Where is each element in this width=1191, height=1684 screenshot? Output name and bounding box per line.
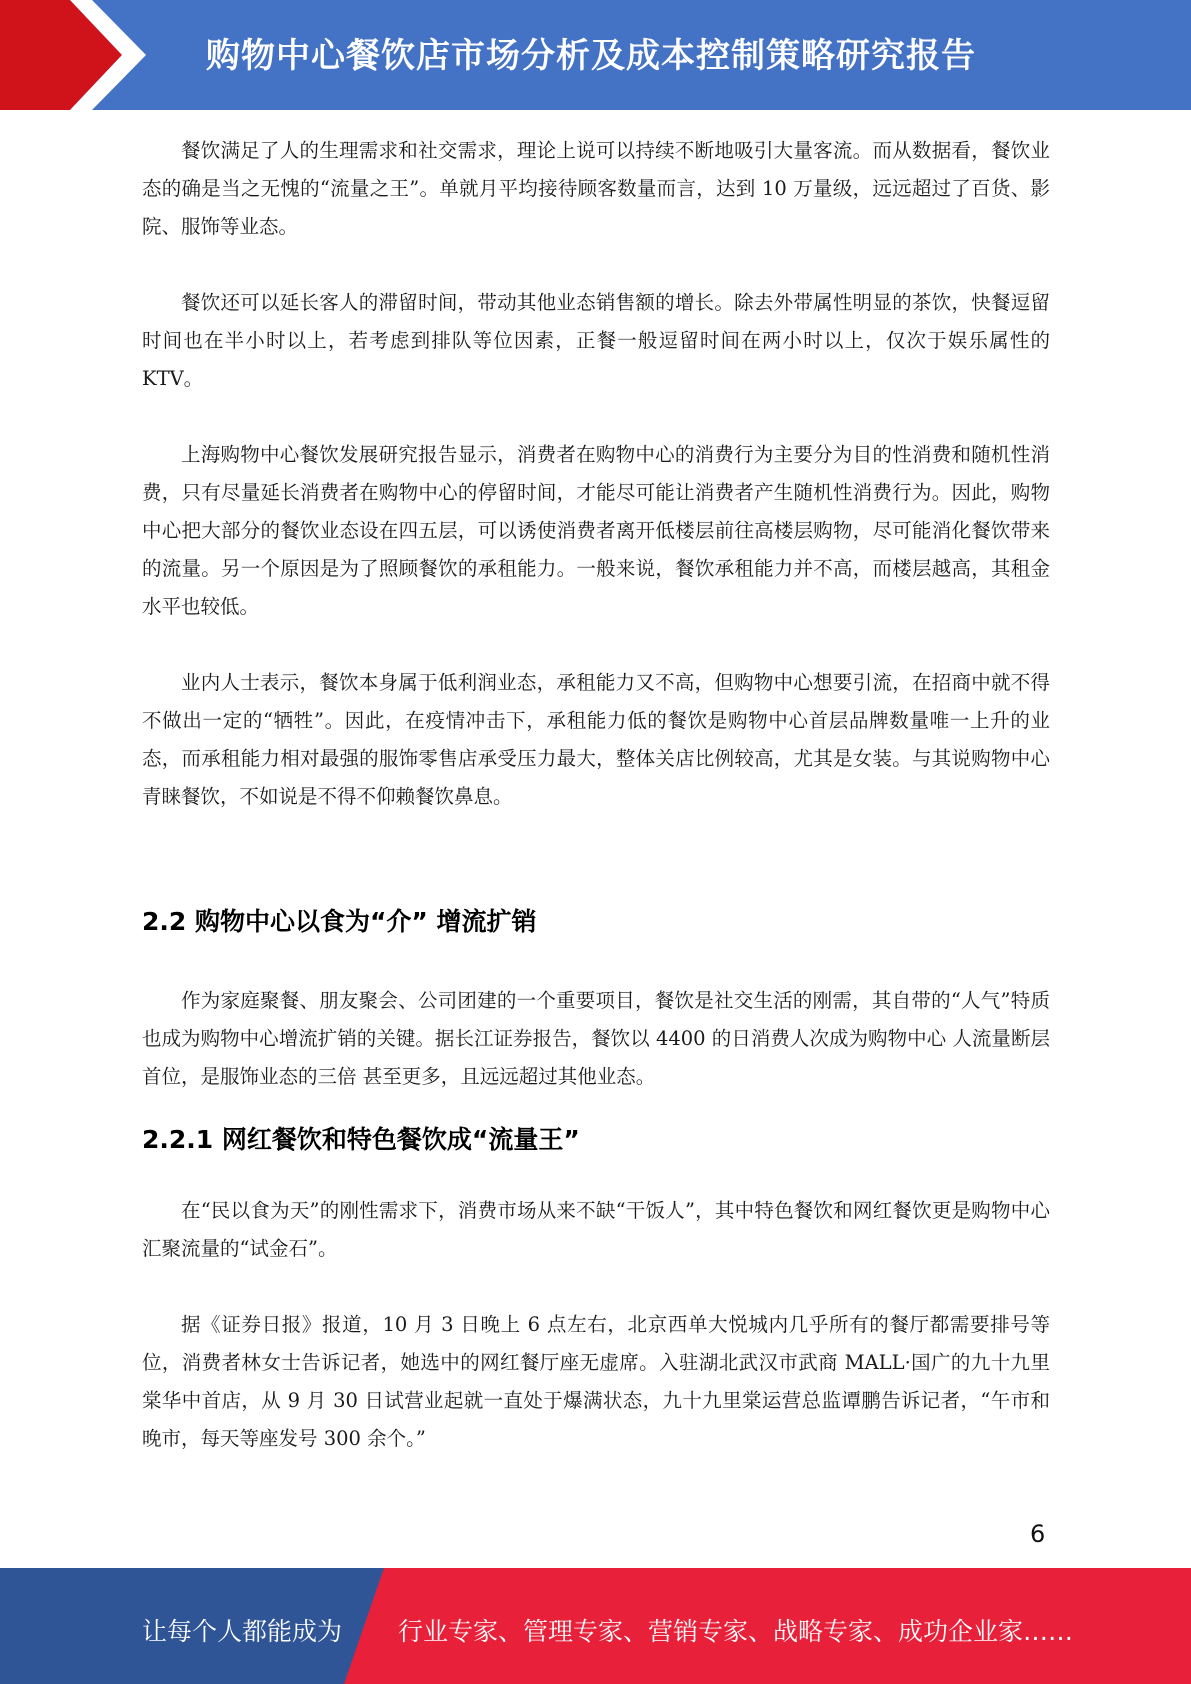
- document-body: [142, 132, 1050, 1458]
- footer-slogan-left: 让每个人都能成为: [142, 1617, 343, 1646]
- paragraph-4: 业内人士表示，餐饮本身属于低利润业态，承租能力又不高，但购物中心想要引流，在招商中就不得不做出一定的“牺牲”。因此，在疫情冲击下，承租能力低的餐饮是购物中心首层品牌数量唯一上升的业态，而承租能力相对最强的服饰零售店承受压力最大，整体关店比例较高，尤其是女装。与其说购物中心青睐餐饮，不如说是不得不仰赖餐饮鼻息。: [142, 671, 1050, 808]
- paragraph-2: 餐饮还可以延长客人的滞留时间，带动其他业态销售额的增长。除去外带属性明显的茶饮，快餐逗留时间也在半小时以上，若考虑到排队等位因素，正餐一般逗留时间在两小时以上，仅次于娱乐属性的 KTV。: [142, 291, 1050, 390]
- section-2-2-paragraph: 作为家庭聚餐、朋友聚会、公司团建的一个重要项目，餐饮是社交生活的刚需，其自带的“人气”特质也成为购物中心增流扩销的关键。据长江证券报告，餐饮以 4400 的日消费人次成为购物中心 人流量断层首位，是服饰业态的三倍 甚至更多，且远远超过其他业态。: [142, 989, 1050, 1088]
- footer-slogan-right: 行业专家、管理专家、营销专家、战略专家、成功企业家……: [398, 1617, 1074, 1646]
- paragraph-1: 餐饮满足了人的生理需求和社交需求，理论上说可以持续不断地吸引大量客流。而从数据看，餐饮业态的确是当之无愧的“流量之王”。单就月平均接待顾客数量而言，达到 10 万量级，远远超过了百货、影院、服饰等业态。: [142, 139, 1050, 238]
- header-banner: [0, 0, 1191, 110]
- section-heading-2-2: 2.2 购物中心以食为“介” 增流扩销: [142, 907, 537, 936]
- footer-banner: [0, 1568, 1191, 1684]
- section-heading-2-2-1: 2.2.1 网红餐饮和特色餐饮成“流量王”: [142, 1125, 580, 1154]
- paragraph-3: 上海购物中心餐饮发展研究报告显示，消费者在购物中心的消费行为主要分为目的性消费和随机性消费，只有尽量延长消费者在购物中心的停留时间，才能尽可能让消费者产生随机性消费行为。因此，购物中心把大部分的餐饮业态设在四五层，可以诱使消费者离开低楼层前往高楼层购物，尽可能消化餐饮带来的流量。另一个原因是为了照顾餐饮的承租能力。一般来说，餐饮承租能力并不高，而楼层越高，其租金水平也较低。: [142, 443, 1050, 618]
- page-number: 6: [1030, 1520, 1046, 1548]
- section-2-2-1-paragraph-2: 据《证券日报》报道，10 月 3 日晚上 6 点左右，北京西单大悦城内几乎所有的餐厅都需要排号等位，消费者林女士告诉记者，她选中的网红餐厅座无虚席。入驻湖北武汉市武商 MALL·国广的九十九里棠华中首店，从 9 月 30 日试营业起就一直处于爆满状态，九十九里棠运营总监谭鹏告诉记者，“午市和晚市，每天等座发号 300 余个。”: [142, 1313, 1050, 1450]
- section-2-2-1-paragraph-1: 在“民以食为天”的刚性需求下，消费市场从来不缺“干饭人”，其中特色餐饮和网红餐饮更是购物中心汇聚流量的“试金石”。: [142, 1199, 1050, 1260]
- header-title: 购物中心餐饮店市场分析及成本控制策略研究报告: [206, 36, 976, 76]
